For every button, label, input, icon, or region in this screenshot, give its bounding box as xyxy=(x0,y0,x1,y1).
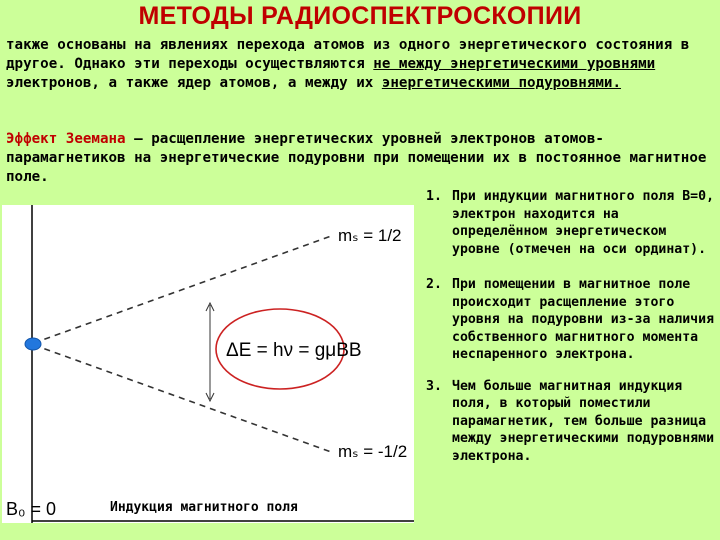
list-item-number: 1. xyxy=(426,189,442,204)
energy-diagram xyxy=(2,205,414,523)
intro-underlined-1: не между энергетическими уровнями xyxy=(373,56,656,72)
energy-level-point xyxy=(25,338,41,350)
list-item-text: При индукции магнитного поля B=0, электрон находится на определённом энергетическом уровне (отмечен на оси ординат). xyxy=(452,189,715,257)
intro-text-2: электронов, а также ядер атомов, а между их xyxy=(6,75,382,91)
list-item xyxy=(426,276,716,364)
numbered-points xyxy=(426,188,716,465)
x-axis-label: Индукция магнитного поля xyxy=(110,500,298,515)
lower-level-label: mₛ = -1/2 xyxy=(338,442,408,461)
list-item-number: 2. xyxy=(426,277,442,292)
slide-title: МЕТОДЫ РАДИОСПЕКТРОСКОПИИ xyxy=(138,2,582,30)
energy-diagram-panel xyxy=(2,205,414,523)
zeeman-term: Эффект Зеемана xyxy=(6,131,126,147)
zeeman-definition xyxy=(6,130,716,187)
list-item xyxy=(426,378,716,466)
list-item-text: Чем больше магнитная индукция поля, в который поместили парамагнетик, тем больше разница между энергетическими подуровнями электрона. xyxy=(452,378,715,464)
lower-sublevel-line xyxy=(34,345,334,453)
b0-label: B₀ = 0 xyxy=(6,499,57,519)
upper-level-label: mₛ = 1/2 xyxy=(338,226,402,245)
upper-sublevel-line xyxy=(34,235,334,343)
intro-underlined-2: энергетическими подуровнями. xyxy=(381,75,622,91)
intro-text-1: также основаны на явлениях перехода атомов из одного энергетического состояния в другое. Однако эти переходы осуществляются xyxy=(6,37,690,72)
list-item-text: При помещении в магнитное поле происходит расщепление этого уровня на подуровни из-за наличия собственного магнитного момента неспаренного электрона. xyxy=(452,277,715,362)
intro-paragraph xyxy=(6,36,716,93)
list-item xyxy=(426,188,716,258)
formula-text: ΔE = hν = gμΒB xyxy=(226,340,362,361)
list-item-number: 3. xyxy=(426,378,442,394)
zeeman-text: – расщепление энергетических уровней электронов атомов-парамагнетиков на энергетические подуровни при помещении их в постоянное магнитное поле. xyxy=(6,131,707,185)
